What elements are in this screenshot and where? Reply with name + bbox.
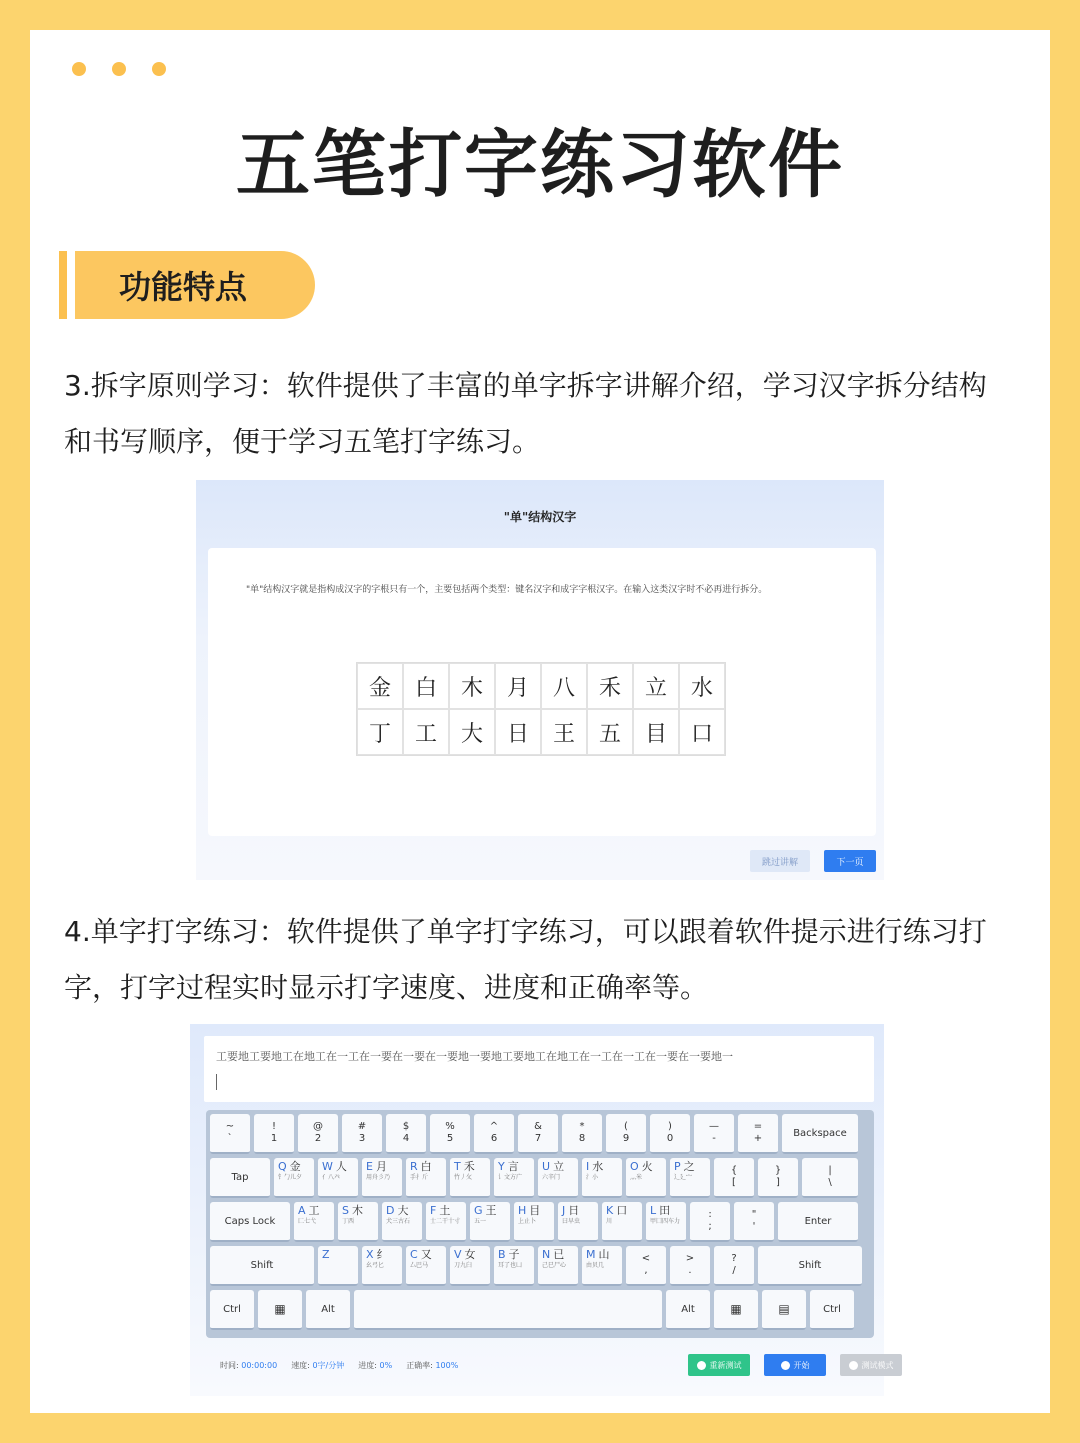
symbol-key[interactable] bbox=[690, 1202, 730, 1242]
space-key[interactable] bbox=[354, 1290, 662, 1330]
character-cell: 八 bbox=[541, 663, 587, 709]
key-shift-char: ~ bbox=[225, 1121, 235, 1132]
key-char: 7 bbox=[534, 1133, 542, 1144]
key-roots: 川 bbox=[606, 1218, 613, 1225]
key-char: 3 bbox=[358, 1133, 366, 1144]
key-char: 5 bbox=[446, 1133, 454, 1144]
character-cell: 水 bbox=[679, 663, 725, 709]
key-letter: B bbox=[498, 1248, 506, 1261]
letter-key[interactable] bbox=[450, 1158, 490, 1198]
practice-text: 工要地工要地工在地工在一工在一要在一要在一要地一要地工要地工在地工在一工在一工在一要在一要地一 bbox=[216, 1050, 733, 1063]
start-button[interactable]: 开始 bbox=[764, 1354, 826, 1376]
character-cell: 禾 bbox=[587, 663, 633, 709]
left-shift-key[interactable]: Shift bbox=[210, 1246, 314, 1286]
key-letter: J bbox=[562, 1204, 566, 1217]
key-char: ] bbox=[776, 1177, 780, 1188]
symbol-key[interactable] bbox=[210, 1114, 250, 1154]
keyboard-row bbox=[210, 1202, 870, 1242]
key-shift-char: " bbox=[751, 1209, 757, 1220]
letter-key[interactable] bbox=[514, 1202, 554, 1242]
section-bar bbox=[59, 251, 67, 319]
key-roots: 由贝几 bbox=[586, 1262, 605, 1269]
key-radical: 金 bbox=[289, 1160, 301, 1173]
key-shift-char: = bbox=[753, 1121, 763, 1132]
symbol-key[interactable] bbox=[626, 1246, 666, 1286]
symbol-key[interactable] bbox=[342, 1114, 382, 1154]
key-letter: Q bbox=[278, 1160, 287, 1173]
character-cell: 立 bbox=[633, 663, 679, 709]
key-header bbox=[474, 1205, 497, 1217]
tab-key[interactable]: Tap bbox=[210, 1158, 270, 1198]
speed-readout: 速度: 0字/分钟 bbox=[291, 1361, 345, 1370]
character-cell: 大 bbox=[449, 709, 495, 755]
key-letter: C bbox=[410, 1248, 418, 1261]
key-header bbox=[410, 1249, 432, 1261]
key-header bbox=[454, 1249, 476, 1261]
backspace-key[interactable]: Backspace bbox=[782, 1114, 858, 1154]
key-char: [ bbox=[732, 1177, 736, 1188]
character-cell: 月 bbox=[495, 663, 541, 709]
character-grid bbox=[356, 662, 726, 756]
letter-key[interactable] bbox=[558, 1202, 598, 1242]
key-header bbox=[562, 1205, 579, 1217]
key-shift-char: ! bbox=[271, 1121, 276, 1132]
letter-key[interactable] bbox=[426, 1202, 466, 1242]
letter-key[interactable] bbox=[406, 1158, 446, 1198]
lesson-title: "单"结构汉字 bbox=[503, 510, 577, 524]
character-cell: 白 bbox=[403, 663, 449, 709]
key-radical: 月 bbox=[375, 1160, 387, 1173]
key-shift-char: ? bbox=[731, 1253, 737, 1264]
symbol-key[interactable] bbox=[386, 1114, 426, 1154]
lesson-panel bbox=[208, 548, 876, 836]
left-ctrl-key[interactable]: Ctrl bbox=[210, 1290, 254, 1330]
key-letter: U bbox=[542, 1160, 551, 1173]
key-char: 0 bbox=[666, 1133, 674, 1144]
letter-key[interactable] bbox=[362, 1158, 402, 1198]
key-roots: 氵小 bbox=[586, 1174, 599, 1181]
letter-key[interactable] bbox=[274, 1158, 314, 1198]
keyboard-row bbox=[210, 1114, 870, 1154]
symbol-key[interactable] bbox=[650, 1114, 690, 1154]
key-roots: 耳了也凵 bbox=[498, 1262, 523, 1269]
key-letter: A bbox=[298, 1204, 306, 1217]
right-alt-key[interactable]: Alt bbox=[666, 1290, 710, 1330]
key-header bbox=[542, 1161, 564, 1173]
symbol-key[interactable] bbox=[562, 1114, 602, 1154]
key-letter: D bbox=[386, 1204, 395, 1217]
key-letter: G bbox=[474, 1204, 483, 1217]
play-icon bbox=[781, 1361, 790, 1370]
key-radical: 口 bbox=[616, 1204, 628, 1217]
character-cell: 丁 bbox=[357, 709, 403, 755]
windows-key[interactable] bbox=[258, 1290, 302, 1330]
key-radical: 女 bbox=[464, 1248, 476, 1261]
content-card bbox=[30, 30, 1050, 1413]
letter-key[interactable] bbox=[470, 1202, 510, 1242]
key-char: - bbox=[712, 1133, 716, 1144]
key-radical: 王 bbox=[485, 1204, 497, 1217]
key-roots: 己巳尸心 bbox=[542, 1262, 567, 1269]
key-letter: P bbox=[674, 1160, 681, 1173]
key-letter: N bbox=[542, 1248, 551, 1261]
symbol-key[interactable] bbox=[254, 1114, 294, 1154]
letter-key[interactable] bbox=[318, 1158, 358, 1198]
key-radical: 立 bbox=[553, 1160, 565, 1173]
letter-key[interactable] bbox=[538, 1158, 578, 1198]
symbol-key[interactable] bbox=[714, 1158, 754, 1198]
key-char: ; bbox=[708, 1221, 712, 1232]
next-page-button[interactable]: 下一页 bbox=[824, 850, 876, 872]
key-roots: 手扌斤 bbox=[410, 1174, 429, 1181]
key-radical: 又 bbox=[420, 1248, 432, 1261]
key-header bbox=[366, 1161, 387, 1173]
key-letter: L bbox=[650, 1204, 657, 1217]
letter-key[interactable] bbox=[582, 1246, 622, 1286]
key-shift-char: $ bbox=[402, 1121, 410, 1132]
key-radical: 之 bbox=[683, 1160, 695, 1173]
key-shift-char: | bbox=[828, 1165, 832, 1176]
key-letter: F bbox=[430, 1204, 437, 1217]
caps-lock-key[interactable]: Caps Lock bbox=[210, 1202, 290, 1242]
keyboard-row bbox=[210, 1246, 870, 1286]
symbol-key[interactable] bbox=[298, 1114, 338, 1154]
key-radical: 白 bbox=[420, 1160, 432, 1173]
key-header bbox=[322, 1249, 333, 1261]
key-char: + bbox=[753, 1133, 763, 1144]
symbol-key[interactable] bbox=[802, 1158, 858, 1198]
key-char: , bbox=[644, 1265, 648, 1276]
character-cell: 五 bbox=[587, 709, 633, 755]
key-header bbox=[674, 1161, 695, 1173]
key-char: \ bbox=[828, 1177, 832, 1188]
key-roots: 曰早虫 bbox=[562, 1218, 581, 1225]
letter-key[interactable] bbox=[646, 1202, 686, 1242]
key-letter: O bbox=[630, 1160, 639, 1173]
key-letter: Y bbox=[498, 1160, 505, 1173]
key-letter: I bbox=[586, 1160, 590, 1173]
key-radical: 人 bbox=[335, 1160, 347, 1173]
page-title: 五笔打字练习软件 bbox=[236, 122, 844, 208]
symbol-key[interactable] bbox=[518, 1114, 558, 1154]
letter-key[interactable] bbox=[538, 1246, 578, 1286]
key-shift-char: ( bbox=[624, 1121, 628, 1132]
left-alt-key[interactable]: Alt bbox=[306, 1290, 350, 1330]
symbol-key[interactable] bbox=[474, 1114, 514, 1154]
symbol-key[interactable] bbox=[430, 1114, 470, 1154]
key-header bbox=[542, 1249, 564, 1261]
symbol-key[interactable] bbox=[606, 1114, 646, 1154]
key-header bbox=[298, 1205, 320, 1217]
letter-key[interactable] bbox=[450, 1246, 490, 1286]
key-shift-char: — bbox=[709, 1121, 719, 1132]
dot-icon bbox=[72, 62, 86, 76]
key-header bbox=[410, 1161, 432, 1173]
symbol-key[interactable] bbox=[758, 1158, 798, 1198]
key-char: 9 bbox=[622, 1133, 630, 1144]
key-radical: 已 bbox=[553, 1248, 565, 1261]
character-cell: 日 bbox=[495, 709, 541, 755]
key-header bbox=[498, 1161, 519, 1173]
key-roots: 刀九臼 bbox=[454, 1262, 473, 1269]
key-header bbox=[586, 1161, 603, 1173]
key-char: / bbox=[732, 1265, 736, 1276]
key-header bbox=[366, 1249, 388, 1261]
dot-icon bbox=[152, 62, 166, 76]
key-letter: T bbox=[454, 1160, 461, 1173]
letter-key[interactable] bbox=[318, 1246, 358, 1286]
decorative-dots bbox=[72, 62, 166, 76]
keyboard-row bbox=[210, 1158, 870, 1198]
key-char: ' bbox=[752, 1221, 756, 1232]
menu-key[interactable] bbox=[762, 1290, 806, 1330]
letter-key[interactable] bbox=[406, 1246, 446, 1286]
symbol-key[interactable] bbox=[738, 1114, 778, 1154]
key-char: . bbox=[688, 1265, 692, 1276]
refresh-icon bbox=[697, 1361, 706, 1370]
key-shift-char: % bbox=[445, 1121, 455, 1132]
windows-icon: ▦ bbox=[730, 1302, 742, 1316]
key-shift-char: & bbox=[534, 1121, 542, 1132]
key-shift-char: # bbox=[357, 1121, 367, 1132]
test-mode-button[interactable]: 测试模式 bbox=[840, 1354, 902, 1376]
key-shift-char: } bbox=[774, 1165, 782, 1176]
keyboard-row bbox=[210, 1290, 870, 1330]
letter-key[interactable] bbox=[602, 1202, 642, 1242]
key-radical: 木 bbox=[351, 1204, 363, 1217]
key-roots: 辶廴宀 bbox=[674, 1174, 693, 1181]
text-caret bbox=[216, 1074, 217, 1090]
key-header bbox=[498, 1249, 520, 1261]
character-cell: 目 bbox=[633, 709, 679, 755]
key-roots: 钅勹儿夕 bbox=[278, 1174, 303, 1181]
key-radical: 工 bbox=[308, 1204, 320, 1217]
feature-paragraph-4: 4.单字打字练习：软件提供了单字打字练习，可以跟着软件提示进行练习打字，打字过程实时显示打字速度、进度和正确率等。 bbox=[64, 915, 987, 1004]
key-letter: Z bbox=[322, 1248, 330, 1261]
key-char: 2 bbox=[314, 1133, 322, 1144]
key-letter: W bbox=[322, 1160, 333, 1173]
key-char: 8 bbox=[578, 1133, 586, 1144]
key-letter: M bbox=[586, 1248, 596, 1261]
key-header bbox=[342, 1205, 363, 1217]
status-bar bbox=[220, 1360, 458, 1371]
typing-practice-screenshot bbox=[190, 1024, 894, 1396]
key-radical: 子 bbox=[508, 1248, 520, 1261]
key-roots: 亻八癶 bbox=[322, 1174, 341, 1181]
key-roots: 五一 bbox=[474, 1218, 487, 1225]
key-roots: 上止卜 bbox=[518, 1218, 537, 1225]
lesson-description: "单"结构汉字就是指构成汉字的字根只有一个，主要包括两个类型：键名汉字和成字字根汉字。在输入这类汉字时不必再进行拆分。 bbox=[246, 585, 768, 595]
character-cell: 工 bbox=[403, 709, 449, 755]
letter-key[interactable] bbox=[494, 1158, 534, 1198]
mode-icon bbox=[849, 1361, 858, 1370]
feature-paragraph-3: 3.拆字原则学习：软件提供了丰富的单字拆字讲解介绍，学习汉字拆分结构和书写顺序，便于学习五笔打字练习。 bbox=[64, 369, 987, 458]
key-radical: 山 bbox=[598, 1248, 610, 1261]
virtual-keyboard bbox=[206, 1110, 874, 1338]
character-cell: 王 bbox=[541, 709, 587, 755]
right-shift-key[interactable]: Shift bbox=[758, 1246, 862, 1286]
symbol-key[interactable] bbox=[670, 1246, 710, 1286]
character-cell: 金 bbox=[357, 663, 403, 709]
key-header bbox=[278, 1161, 301, 1173]
symbol-key[interactable] bbox=[714, 1246, 754, 1286]
key-roots: 犬三古石 bbox=[386, 1218, 411, 1225]
key-char: ` bbox=[227, 1133, 233, 1144]
menu-icon: ▤ bbox=[778, 1302, 790, 1316]
key-header bbox=[650, 1205, 670, 1217]
key-header bbox=[630, 1161, 653, 1173]
key-radical: 纟 bbox=[376, 1248, 388, 1261]
key-header bbox=[322, 1161, 347, 1173]
key-char: 6 bbox=[490, 1133, 498, 1144]
key-roots: 六辛门 bbox=[542, 1174, 561, 1181]
key-shift-char: ) bbox=[668, 1121, 672, 1132]
key-roots: 幺弓匕 bbox=[366, 1262, 385, 1269]
key-letter: K bbox=[606, 1204, 614, 1217]
key-roots: 匚七弋 bbox=[298, 1218, 317, 1225]
letter-key[interactable] bbox=[362, 1246, 402, 1286]
key-radical: 禾 bbox=[463, 1160, 475, 1173]
letter-key[interactable] bbox=[582, 1158, 622, 1198]
key-header bbox=[454, 1161, 475, 1173]
dot-icon bbox=[112, 62, 126, 76]
key-shift-char: * bbox=[579, 1121, 585, 1132]
key-header bbox=[430, 1205, 450, 1217]
key-header bbox=[386, 1205, 408, 1217]
right-ctrl-key[interactable]: Ctrl bbox=[810, 1290, 854, 1330]
symbol-key[interactable] bbox=[694, 1114, 734, 1154]
key-letter: S bbox=[342, 1204, 349, 1217]
progress-readout: 进度: 0% bbox=[358, 1361, 393, 1370]
key-shift-char: > bbox=[685, 1253, 695, 1264]
windows-key[interactable] bbox=[714, 1290, 758, 1330]
key-radical: 目 bbox=[529, 1204, 541, 1217]
key-shift-char: @ bbox=[313, 1121, 323, 1132]
accuracy-readout: 正确率: 100% bbox=[406, 1361, 459, 1370]
key-shift-char: { bbox=[730, 1165, 738, 1176]
key-radical: 水 bbox=[592, 1160, 604, 1173]
key-header bbox=[586, 1249, 610, 1261]
letter-key[interactable] bbox=[382, 1202, 422, 1242]
key-radical: 火 bbox=[641, 1160, 653, 1173]
windows-icon: ▦ bbox=[274, 1302, 286, 1316]
key-shift-char: : bbox=[708, 1209, 712, 1220]
key-letter: E bbox=[366, 1160, 373, 1173]
enter-key[interactable]: Enter bbox=[778, 1202, 858, 1242]
symbol-key[interactable] bbox=[734, 1202, 774, 1242]
key-letter: H bbox=[518, 1204, 527, 1217]
retest-button[interactable]: 重新测试 bbox=[688, 1354, 750, 1376]
letter-key[interactable] bbox=[626, 1158, 666, 1198]
letter-key[interactable] bbox=[338, 1202, 378, 1242]
section-heading: 功能特点 bbox=[75, 251, 315, 319]
section-tag bbox=[59, 251, 315, 319]
key-radical: 日 bbox=[568, 1204, 580, 1217]
key-roots: 丁西 bbox=[342, 1218, 355, 1225]
key-radical: 田 bbox=[659, 1204, 671, 1217]
letter-key[interactable] bbox=[670, 1158, 710, 1198]
key-char: 1 bbox=[270, 1133, 278, 1144]
character-cell: 口 bbox=[679, 709, 725, 755]
character-cell: 木 bbox=[449, 663, 495, 709]
letter-key[interactable] bbox=[494, 1246, 534, 1286]
key-shift-char: ^ bbox=[489, 1121, 499, 1132]
letter-key[interactable] bbox=[294, 1202, 334, 1242]
key-shift-char: < bbox=[641, 1253, 651, 1264]
key-roots: 士二干十寸 bbox=[430, 1218, 461, 1225]
skip-lesson-button[interactable]: 跳过讲解 bbox=[750, 850, 810, 872]
practice-text-area[interactable] bbox=[204, 1036, 874, 1102]
key-header bbox=[606, 1205, 627, 1217]
key-roots: 用舟彡乃 bbox=[366, 1174, 391, 1181]
key-header bbox=[518, 1205, 540, 1217]
key-roots: 灬米 bbox=[630, 1174, 643, 1181]
key-radical: 言 bbox=[507, 1160, 519, 1173]
key-radical: 土 bbox=[439, 1204, 451, 1217]
key-letter: V bbox=[454, 1248, 462, 1261]
key-roots: 厶巴马 bbox=[410, 1262, 429, 1269]
key-char: 4 bbox=[402, 1133, 410, 1144]
key-roots: 甲囗四车力 bbox=[650, 1218, 681, 1225]
key-radical: 大 bbox=[397, 1204, 409, 1217]
key-letter: R bbox=[410, 1160, 418, 1173]
time-readout: 时间: 00:00:00 bbox=[220, 1361, 278, 1370]
key-letter: X bbox=[366, 1248, 374, 1261]
decomposition-screenshot bbox=[196, 480, 884, 880]
key-roots: 讠文方广 bbox=[498, 1174, 523, 1181]
key-roots: 竹丿攵 bbox=[454, 1174, 473, 1181]
